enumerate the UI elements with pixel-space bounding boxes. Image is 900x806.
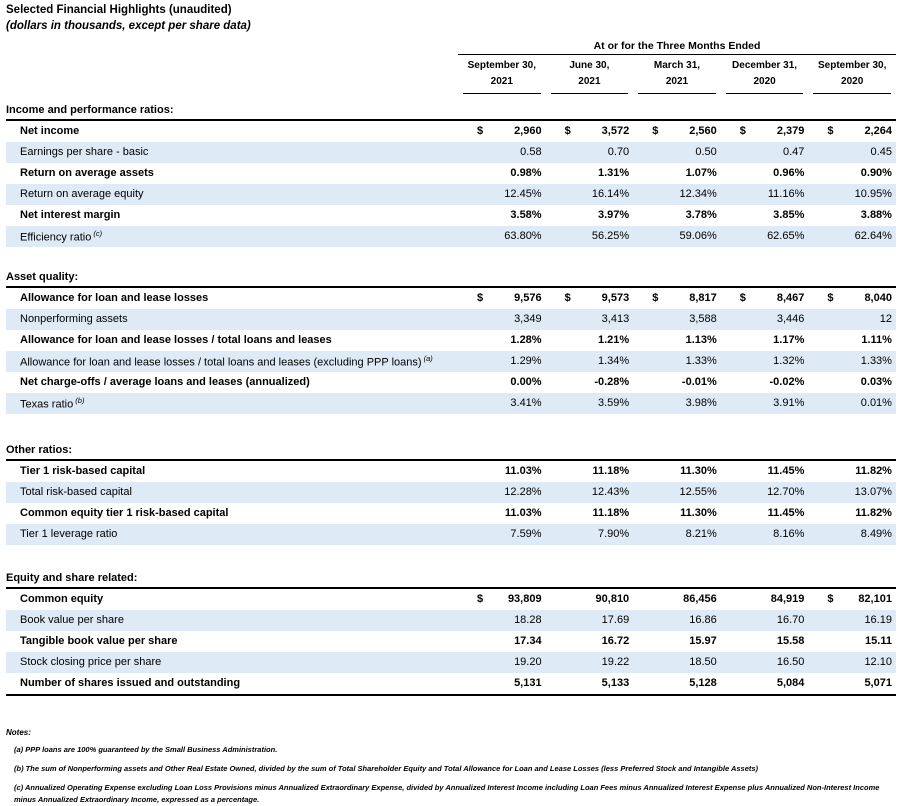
notes-title: Notes:	[6, 727, 31, 737]
value-cell	[546, 397, 634, 409]
value-cell	[721, 486, 809, 498]
cell-value: 16.19	[864, 614, 892, 627]
cell-value: 1.13%	[685, 334, 717, 347]
cell-value: 16.72	[601, 635, 630, 648]
row-label: Allowance for loan and lease losses / total loans and leases	[20, 334, 332, 347]
value-cell	[808, 292, 896, 304]
cell-value: 18.28	[514, 614, 542, 627]
cell-value: 1.11%	[861, 334, 892, 347]
currency-symbol: $	[477, 593, 484, 606]
cell-value: 3.98%	[685, 397, 717, 410]
cell-value: 19.22	[601, 656, 630, 669]
currency-symbol: $	[827, 593, 834, 606]
value-cell	[458, 334, 546, 346]
row-label: Tangible book value per share	[20, 635, 178, 648]
cell-value: 17.69	[601, 614, 630, 627]
value-cell	[633, 397, 721, 409]
value-cell	[546, 125, 634, 137]
cell-value: 11.30%	[680, 507, 717, 520]
note-reference: (c)	[91, 228, 103, 238]
section-heading: Asset quality:	[6, 269, 896, 288]
value-cell	[808, 230, 896, 242]
value-cell	[633, 292, 721, 304]
table-row	[6, 330, 896, 351]
cell-value: 1.17%	[773, 334, 805, 347]
cell-value: 12.43%	[591, 486, 630, 499]
cell-value: 1.34%	[597, 355, 630, 368]
currency-symbol: $	[652, 292, 659, 305]
cell-value: 0.01%	[860, 397, 892, 410]
table-row	[6, 393, 896, 414]
value-cell	[808, 167, 896, 179]
value-cell	[546, 528, 634, 540]
row-label: Nonperforming assets	[20, 313, 128, 326]
cell-value: 5,084	[776, 677, 805, 690]
cell-value: 2,379	[776, 125, 805, 138]
note-c: (c) Annualized Operating Expense excluding Loan Loss Provisions minus Annualized Extraordinary Expense, divided by Annualized Interest Income including Loan Fees minus Annualized Interest Expense plus Annualized Non-Interest Income minus Annualized Extraordinary Income, expressed as a percentage.	[14, 782, 880, 804]
table-row	[6, 288, 896, 309]
value-cell	[458, 230, 546, 242]
cell-value: 19.20	[514, 656, 542, 669]
value-cell	[633, 146, 721, 158]
value-cell	[546, 209, 634, 221]
value-cell	[546, 292, 634, 304]
table-row	[6, 610, 896, 631]
note-reference: (a)	[421, 353, 433, 363]
row-label: Number of shares issued and outstanding	[20, 677, 241, 690]
cell-value: 0.90%	[860, 167, 892, 180]
date-columns	[458, 55, 896, 94]
cell-value: 3.41%	[510, 397, 542, 410]
value-cell	[458, 507, 546, 519]
value-cell	[458, 355, 546, 367]
value-cell	[721, 528, 809, 540]
section-heading: Other ratios:	[6, 442, 896, 461]
table-row	[6, 461, 896, 482]
cell-value: 11.45%	[767, 507, 805, 520]
value-cell	[633, 355, 721, 367]
value-cell	[633, 230, 721, 242]
value-cell	[721, 593, 809, 605]
value-cell	[458, 486, 546, 498]
cell-value: 7.59%	[510, 528, 542, 541]
row-label: Return on average assets	[20, 167, 154, 180]
value-cell	[633, 376, 721, 388]
cell-value: 12	[879, 313, 892, 326]
cell-value: 8,040	[864, 292, 892, 305]
currency-symbol: $	[827, 125, 834, 138]
cell-value: 12.70%	[767, 486, 805, 499]
value-cell	[808, 355, 896, 367]
value-cell	[458, 209, 546, 221]
cell-value: 7.90%	[597, 528, 630, 541]
cell-value: 62.65%	[767, 230, 805, 243]
cell-value: 16.70	[776, 614, 805, 627]
cell-value: 15.97	[689, 635, 717, 648]
cell-value: 3.58%	[510, 209, 542, 222]
cell-value: 11.18%	[592, 507, 630, 520]
value-cell	[633, 656, 721, 668]
value-cell	[458, 465, 546, 477]
value-cell	[546, 230, 634, 242]
row-label: Texas ratio $^{(b)}$	[20, 395, 85, 411]
note-reference: (b)	[73, 395, 85, 405]
cell-value: 1.33%	[860, 355, 892, 368]
value-cell	[808, 614, 896, 626]
cell-value: 0.96%	[773, 167, 805, 180]
cell-value: 9,576	[514, 292, 542, 305]
value-cell	[633, 334, 721, 346]
column-header: September 30, 2021	[463, 55, 541, 94]
cell-value: 0.98%	[510, 167, 542, 180]
value-cell	[458, 635, 546, 647]
cell-value: 63.80%	[504, 230, 542, 243]
cell-value: 8,467	[776, 292, 805, 305]
table-row	[6, 142, 896, 163]
value-cell	[458, 125, 546, 137]
cell-value: 11.82%	[855, 507, 892, 520]
cell-value: 0.47	[782, 146, 805, 159]
cell-value: 5,071	[864, 677, 892, 690]
row-label: Net charge-offs / average loans and leases (annualized)	[20, 376, 310, 389]
value-cell	[721, 167, 809, 179]
cell-value: 16.86	[689, 614, 717, 627]
row-label: Book value per share	[20, 614, 124, 627]
value-cell	[546, 188, 634, 200]
value-cell	[721, 313, 809, 325]
value-cell	[808, 486, 896, 498]
cell-value: 0.50	[695, 146, 717, 159]
note-b: (b) The sum of Nonperforming assets and Other Real Estate Owned, divided by the sum of Total Shareholder Equity and Total Allowance for Loan and Lease Losses (less Preferred Stock and Intangible Assets)	[14, 763, 759, 773]
value-cell	[633, 486, 721, 498]
value-cell	[808, 528, 896, 540]
value-cell	[633, 528, 721, 540]
value-cell	[808, 465, 896, 477]
currency-symbol: $	[564, 292, 571, 305]
cell-value: 3.78%	[685, 209, 717, 222]
cell-value: 0.70	[607, 146, 630, 159]
columns-header	[458, 40, 896, 94]
value-cell	[808, 656, 896, 668]
value-cell	[721, 188, 809, 200]
cell-value: 11.45%	[767, 465, 805, 478]
cell-value: 2,960	[514, 125, 542, 138]
table-row	[6, 503, 896, 524]
cell-value: 15.58	[776, 635, 805, 648]
table-header	[6, 40, 896, 94]
cell-value: 3.88%	[860, 209, 892, 222]
value-cell	[808, 677, 896, 689]
cell-value: 3,446	[776, 313, 805, 326]
value-cell	[546, 146, 634, 158]
table-section	[6, 570, 896, 696]
cell-value: 5,133	[601, 677, 630, 690]
row-label: Efficiency ratio $^{(c)}$	[20, 228, 103, 244]
table-row	[6, 673, 896, 694]
table-row	[6, 121, 896, 142]
cell-value: 8,817	[689, 292, 717, 305]
value-cell	[721, 125, 809, 137]
value-cell	[546, 507, 634, 519]
table-section	[6, 102, 896, 247]
cell-value: 59.06%	[679, 230, 717, 243]
row-label: Allowance for loan and lease losses / total loans and leases (excluding PPP loans) $^{(a)}$	[20, 353, 433, 369]
value-cell	[721, 397, 809, 409]
value-cell	[721, 507, 809, 519]
cell-value: 12.28%	[504, 486, 542, 499]
table-row	[6, 205, 896, 226]
cell-value: 9,573	[601, 292, 630, 305]
cell-value: 2,264	[864, 125, 892, 138]
row-label: Total risk-based capital	[20, 486, 132, 499]
section-heading: Equity and share related:	[6, 570, 896, 589]
cell-value: 3,349	[514, 313, 542, 326]
row-label: Return on average equity	[20, 188, 144, 201]
cell-value: 56.25%	[591, 230, 630, 243]
value-cell	[458, 376, 546, 388]
value-cell	[808, 376, 896, 388]
cell-value: 1.29%	[510, 355, 542, 368]
table-body	[6, 102, 896, 696]
cell-value: -0.28%	[594, 376, 630, 389]
cell-value: 90,810	[595, 593, 630, 606]
value-cell	[458, 292, 546, 304]
value-cell	[546, 486, 634, 498]
value-cell	[633, 313, 721, 325]
table-row	[6, 351, 896, 372]
value-cell	[633, 167, 721, 179]
cell-value: 8.49%	[860, 528, 892, 541]
cell-value: 15.11	[865, 635, 892, 648]
currency-symbol: $	[652, 125, 659, 138]
value-cell	[458, 614, 546, 626]
note-a: (a) PPP loans are 100% guaranteed by the Small Business Administration.	[14, 744, 278, 754]
value-cell	[458, 677, 546, 689]
cell-value: 11.82%	[855, 465, 892, 478]
table-row	[6, 524, 896, 545]
currency-symbol: $	[477, 292, 484, 305]
value-cell	[808, 334, 896, 346]
row-label: Common equity tier 1 risk-based capital	[20, 507, 229, 520]
row-label: Net interest margin	[20, 209, 121, 222]
value-cell	[546, 334, 634, 346]
row-label: Common equity	[20, 593, 104, 606]
page-title: Selected Financial Highlights (unaudited)	[6, 4, 232, 16]
cell-value: 3,588	[689, 313, 717, 326]
cell-value: 11.18%	[592, 465, 630, 478]
table-section	[6, 442, 896, 545]
currency-symbol: $	[739, 292, 746, 305]
value-cell	[808, 209, 896, 221]
value-cell	[546, 593, 634, 605]
currency-symbol: $	[564, 125, 571, 138]
financial-highlights-table	[6, 40, 896, 696]
cell-value: 3.91%	[773, 397, 805, 410]
cell-value: 3.59%	[597, 397, 630, 410]
value-cell	[546, 167, 634, 179]
column-header: June 30, 2021	[551, 55, 629, 94]
value-cell	[721, 614, 809, 626]
cell-value: 8.21%	[685, 528, 717, 541]
value-cell	[633, 677, 721, 689]
cell-value: 16.50	[776, 656, 805, 669]
cell-value: 11.03%	[504, 465, 542, 478]
value-cell	[808, 188, 896, 200]
table-row	[6, 631, 896, 652]
cell-value: 11.30%	[680, 465, 717, 478]
table-row	[6, 652, 896, 673]
value-cell	[546, 376, 634, 388]
value-cell	[458, 146, 546, 158]
table-row	[6, 482, 896, 503]
value-cell	[633, 188, 721, 200]
cell-value: 10.95%	[854, 188, 892, 201]
value-cell	[633, 465, 721, 477]
row-label: Earnings per share - basic	[20, 146, 149, 159]
value-cell	[808, 146, 896, 158]
cell-value: 11.03%	[504, 507, 542, 520]
value-cell	[458, 593, 546, 605]
value-cell	[633, 614, 721, 626]
notes-section	[6, 728, 896, 806]
cell-value: -0.01%	[681, 376, 717, 389]
cell-value: 17.34	[514, 635, 542, 648]
value-cell	[458, 397, 546, 409]
value-cell	[808, 397, 896, 409]
cell-value: 12.55%	[679, 486, 717, 499]
cell-value: 12.10	[864, 656, 892, 669]
row-label: Net income	[20, 125, 80, 138]
cell-value: 18.50	[689, 656, 717, 669]
value-cell	[546, 313, 634, 325]
cell-value: 8.16%	[773, 528, 805, 541]
value-cell	[808, 313, 896, 325]
value-cell	[721, 292, 809, 304]
cell-value: 1.31%	[597, 167, 630, 180]
cell-value: 2,560	[689, 125, 717, 138]
value-cell	[546, 465, 634, 477]
table-row	[6, 226, 896, 247]
cell-value: 3.85%	[773, 209, 805, 222]
cell-value: 13.07%	[854, 486, 892, 499]
value-cell	[546, 656, 634, 668]
currency-symbol: $	[827, 292, 834, 305]
row-label: Tier 1 leverage ratio	[20, 528, 118, 541]
value-cell	[633, 507, 721, 519]
value-cell	[721, 230, 809, 242]
value-cell	[721, 146, 809, 158]
cell-value: 5,131	[514, 677, 542, 690]
table-section	[6, 269, 896, 414]
value-cell	[721, 635, 809, 647]
cell-value: 1.32%	[773, 355, 805, 368]
cell-value: 1.07%	[685, 167, 717, 180]
value-cell	[546, 614, 634, 626]
cell-value: 62.64%	[854, 230, 892, 243]
cell-value: 0.00%	[510, 376, 542, 389]
value-cell	[808, 125, 896, 137]
value-cell	[808, 635, 896, 647]
cell-value: 1.28%	[510, 334, 542, 347]
value-cell	[458, 188, 546, 200]
value-cell	[633, 125, 721, 137]
value-cell	[721, 656, 809, 668]
value-cell	[546, 355, 634, 367]
row-label: Tier 1 risk-based capital	[20, 465, 146, 478]
value-cell	[458, 656, 546, 668]
page-subtitle: (dollars in thousands, except per share data)	[6, 20, 251, 33]
cell-value: 0.03%	[860, 376, 892, 389]
cell-value: 12.34%	[679, 188, 717, 201]
value-cell	[546, 677, 634, 689]
value-cell	[721, 376, 809, 388]
value-cell	[808, 593, 896, 605]
table-row	[6, 589, 896, 610]
column-header: December 31, 2020	[726, 55, 804, 94]
cell-value: 1.21%	[597, 334, 630, 347]
value-cell	[633, 593, 721, 605]
table-row	[6, 184, 896, 205]
cell-value: 93,809	[507, 593, 542, 606]
cell-value: 11.16%	[767, 188, 805, 201]
value-cell	[721, 334, 809, 346]
value-cell	[721, 355, 809, 367]
cell-value: 3.97%	[597, 209, 630, 222]
section-heading: Income and performance ratios:	[6, 102, 896, 121]
column-header: March 31, 2021	[638, 55, 716, 94]
column-header: September 30, 2020	[813, 55, 891, 94]
value-cell	[721, 209, 809, 221]
cell-value: -0.02%	[769, 376, 805, 389]
cell-value: 3,413	[601, 313, 630, 326]
cell-value: 82,101	[858, 593, 892, 606]
value-cell	[721, 677, 809, 689]
table-row	[6, 163, 896, 184]
currency-symbol: $	[739, 125, 746, 138]
value-cell	[458, 313, 546, 325]
table-row	[6, 372, 896, 393]
table-row	[6, 309, 896, 330]
value-cell	[721, 465, 809, 477]
cell-value: 86,456	[683, 593, 717, 606]
period-header: At or for the Three Months Ended	[458, 40, 896, 55]
value-cell	[808, 507, 896, 519]
value-cell	[546, 635, 634, 647]
cell-value: 16.14%	[591, 188, 630, 201]
value-cell	[458, 167, 546, 179]
row-label: Stock closing price per share	[20, 656, 162, 669]
cell-value: 1.33%	[685, 355, 717, 368]
value-cell	[633, 635, 721, 647]
cell-value: 5,128	[689, 677, 717, 690]
currency-symbol: $	[477, 125, 484, 138]
cell-value: 84,919	[770, 593, 805, 606]
row-label: Allowance for loan and lease losses	[20, 292, 209, 305]
value-cell	[633, 209, 721, 221]
cell-value: 3,572	[601, 125, 630, 138]
cell-value: 12.45%	[504, 188, 542, 201]
label-column-spacer	[6, 40, 458, 94]
value-cell	[458, 528, 546, 540]
cell-value: 0.58	[520, 146, 542, 159]
cell-value: 0.45	[870, 146, 892, 159]
